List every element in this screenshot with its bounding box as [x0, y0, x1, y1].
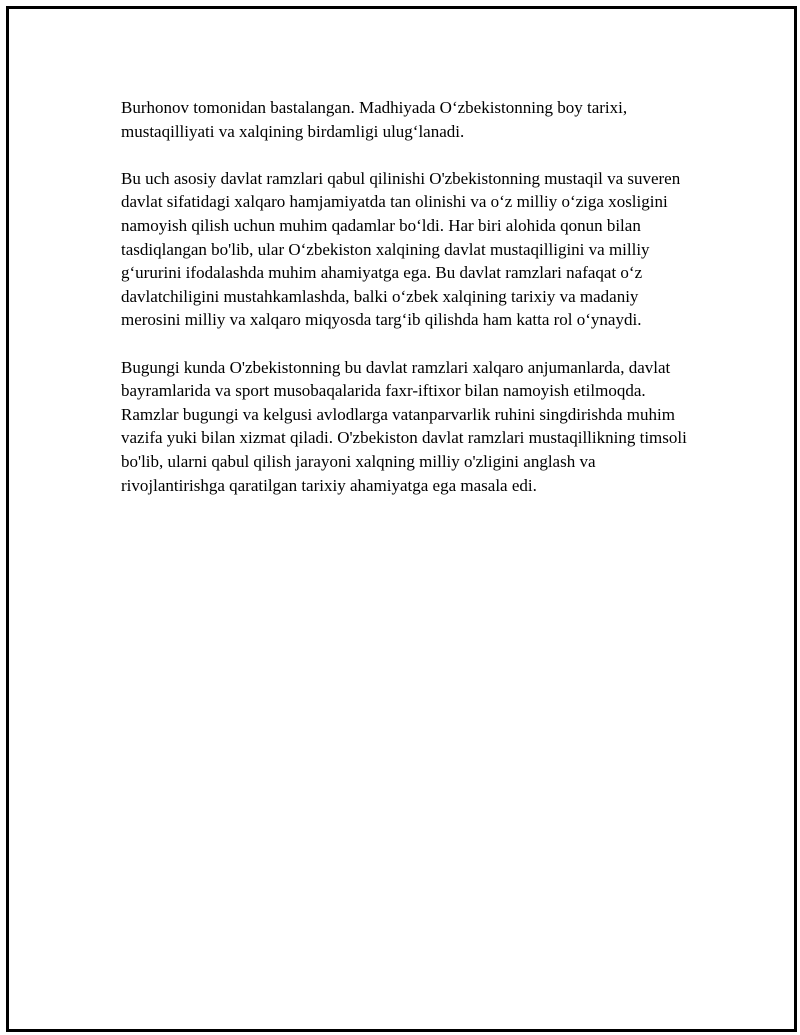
document-body — [121, 96, 691, 521]
document-page — [6, 6, 797, 1032]
paragraph-1: Burhonov tomonidan bastalangan. Madhiyada O‘zbekistonning boy tarixi, mustaqilliyati va xalqining birdamligi ulug‘lanadi. — [121, 98, 628, 141]
paragraph-3: Bugungi kunda O'zbekistonning bu davlat ramzlari xalqaro anjumanlarda, davlat bayramlarida va sport musobaqalarida faxr-iftixor bilan namoyish etilmoqda. Ramzlar bugungi va kelgusi avlodlarga vatanparvarlik ruhini singdirishda muhim vazifa yuki bilan xizmat qiladi. O'zbekiston davlat ramzlari mustaqillikning timsoli bo'lib, ularni qabul qilish jarayoni xalqning milliy o'zligini anglash va rivojlantirishga qaratilgan tarixiy ahamiyatga ega masala edi. — [121, 357, 687, 495]
paragraph-2: Bu uch asosiy davlat ramzlari qabul qilinishi O'zbekistonning mustaqil va suveren davlat sifatidagi xalqaro hamjamiyatda tan olinishi va o‘z milliy o‘ziga xosligini namoyish qilish uchun muhim qadamlar bo‘ldi. Har biri alohida qonun bilan tasdiqlangan bo'lib, ular O‘zbekiston xalqining davlat mustaqilligini va milliy g‘ururini ifodalashda muhim ahamiyatga ega. Bu davlat ramzlari nafaqat o‘z davlatchiligini mustahkamlashda, balki o‘zbek xalqining tarixiy va madaniy merosini milliy va xalqaro miqyosda targ‘ib qilishda ham katta rol o‘ynaydi. — [121, 168, 681, 330]
